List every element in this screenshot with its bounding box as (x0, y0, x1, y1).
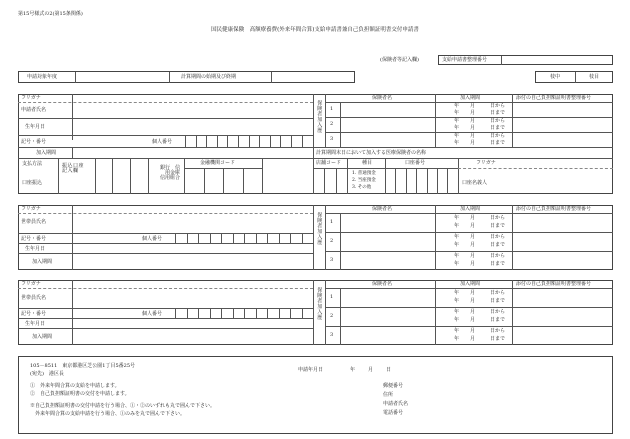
s1-r1-year-to: 年 (454, 110, 460, 116)
s1-insurance-history: 保険者加入歴 (316, 100, 323, 133)
s2-r1-to: 日まで (490, 223, 506, 229)
s1-row-2: 2 (330, 121, 334, 127)
s3-r1-month-to: 月 (470, 298, 476, 304)
s3-symbol-number: 記号・番号 (21, 311, 47, 317)
s3-row-3: 3 (330, 332, 334, 338)
s1-row-1: 1 (330, 106, 334, 112)
s3-r1-year-to: 年 (454, 298, 460, 304)
s1-branch-code: 店舗コード (316, 160, 342, 166)
footer-postal-code: 郵便番号 (383, 383, 404, 389)
s2-r3-month-to: 月 (470, 261, 476, 267)
s1-birth-date: 生年月日 (25, 124, 46, 130)
s3-furigana: フリガナ (21, 281, 41, 287)
s2-enrollment-header: 加入期間 (460, 206, 481, 212)
s2-individual-number: 個人番号 (142, 236, 163, 242)
s3-individual-number-cells[interactable] (175, 308, 313, 318)
s3-row-1: 1 (330, 294, 334, 300)
footer-day: 日 (386, 367, 392, 373)
management-number-box[interactable] (438, 55, 613, 65)
s1-r1-year-from: 年 (454, 103, 460, 109)
s1-account-holder: 口座名義人 (462, 180, 488, 186)
management-number-label: 支給申請書整理番号 (442, 57, 488, 63)
s1-r1-month-to: 月 (470, 110, 476, 116)
footer-year: 年 (350, 367, 356, 373)
s3-certificate-header: 添付の自己負担額証明書整理番号 (516, 281, 592, 287)
s1-r3-year-to: 年 (454, 140, 460, 146)
s1-transfer-type: 口座振込 (22, 180, 43, 186)
s1-r2-year-from: 年 (454, 118, 460, 124)
s2-r2-month-to: 月 (470, 242, 476, 248)
footer-note2: ② 自己負担額証明書の交付を申請します。 (30, 391, 130, 397)
s1-applicant-name: 申請者氏名 (21, 107, 47, 113)
s3-insurance-history: 保険者加入歴 (316, 287, 323, 320)
footer-month: 月 (368, 367, 374, 373)
s1-bank-label: 銀行 信用金庫 信用組合 (160, 165, 186, 181)
s1-account-type: 種目 (362, 160, 373, 166)
s2-enrollment-period: 加入期間 (32, 259, 53, 265)
s3-r1-year-from: 年 (454, 290, 460, 296)
period-label: 計算期間の始期及び終期 (181, 74, 237, 80)
s1-enrollment-header: 加入期間 (460, 95, 481, 101)
s1-r3-to: 日まで (490, 140, 506, 146)
s3-r1-from: 日から (490, 290, 506, 296)
s1-account-type-3: 3. その他 (352, 185, 372, 190)
s3-r2-to: 日まで (490, 317, 506, 323)
s3-member-name: 世帯員氏名 (21, 295, 47, 301)
s2-r1-from: 日から (490, 215, 506, 221)
s3-r3-month-to: 月 (470, 336, 476, 342)
s2-member-name: 世帯員氏名 (21, 219, 47, 225)
s1-furigana: フリガナ (21, 95, 41, 101)
insurer-entry-label: (保険者等記入欄) (380, 57, 419, 63)
s2-r1-month-from: 月 (470, 215, 476, 221)
s1-r2-year-to: 年 (454, 125, 460, 131)
s1-transfer-label: 振込口座記入欄 (62, 163, 85, 175)
s1-r3-month-from: 月 (470, 133, 476, 139)
s1-account-type-1: 1. 普通預金 (352, 171, 376, 176)
footer-applicant-name: 申請者氏名 (383, 401, 409, 407)
branch-b: 枝目 (589, 74, 600, 80)
s1-r2-to: 日まで (490, 125, 506, 131)
s3-enrollment-period: 加入期間 (32, 334, 53, 340)
footer-address: 住所 (383, 392, 394, 398)
s2-r1-month-to: 月 (470, 223, 476, 229)
s1-insurer-name: 保険者名 (372, 95, 393, 101)
s3-r2-month-to: 月 (470, 317, 476, 323)
footer-note1: ① 外来年間合算の支給を申請します。 (30, 383, 120, 389)
footer-note3: ※自己負担額証明書の交付申請を行う場合、①・②のいずれも丸で囲んで下さい。 (30, 403, 216, 409)
s3-r1-month-from: 月 (470, 290, 476, 296)
s1-r1-month-from: 月 (470, 103, 476, 109)
s2-r1-year-from: 年 (454, 215, 460, 221)
s1-period-end-insurer: 計算期間末日において加入する医療保険者の名称 (316, 150, 427, 156)
s2-row-1: 1 (330, 219, 334, 225)
s3-r2-year-from: 年 (454, 309, 460, 315)
s1-certificate-header: 添付の自己負担額証明書整理番号 (516, 95, 592, 101)
branch-a: 枝中 (550, 74, 561, 80)
s3-r1-to: 日まで (490, 298, 506, 304)
s2-individual-number-cells[interactable] (175, 233, 313, 243)
s2-r2-month-from: 月 (470, 234, 476, 240)
s2-insurer-name: 保険者名 (372, 206, 393, 212)
s1-r1-from: 日から (490, 103, 506, 109)
s2-row-2: 2 (330, 238, 334, 244)
footer-note4: 外来年間合算の支給申請を行う場合、①のみを丸で囲んで下さい。 (30, 411, 186, 417)
s1-r2-month-from: 月 (470, 118, 476, 124)
s3-individual-number: 個人番号 (142, 311, 163, 317)
s1-account-number: 口座番号 (405, 160, 426, 166)
s1-furigana2: フリガナ (476, 160, 496, 166)
s2-r3-from: 日から (490, 253, 506, 259)
s3-insurer-name: 保険者名 (372, 281, 393, 287)
s2-r3-month-from: 月 (470, 253, 476, 259)
s1-r2-from: 日から (490, 118, 506, 124)
s2-r2-year-to: 年 (454, 242, 460, 248)
s2-symbol-number: 記号・番号 (21, 236, 47, 242)
s1-account-type-2: 2. 当座預金 (352, 178, 376, 183)
s3-r3-year-to: 年 (454, 336, 460, 342)
s2-certificate-header: 添付の自己負担額証明書整理番号 (516, 206, 592, 212)
s1-r3-year-from: 年 (454, 133, 460, 139)
s1-bank-code-cells[interactable] (184, 168, 262, 194)
form-number: 第15号様式の2(第15条関係) (18, 11, 83, 17)
s1-r2-month-to: 月 (470, 125, 476, 131)
s2-r3-to: 日まで (490, 261, 506, 267)
s3-birth-date: 生年月日 (25, 321, 46, 327)
s1-r1-to: 日まで (490, 110, 506, 116)
footer-addressee: (宛先) 港区長 (30, 371, 64, 377)
s1-enrollment-period: 加入期間 (36, 150, 57, 156)
s1-branch-code-cells[interactable] (313, 168, 347, 194)
s1-payment-method: 支払方法 (22, 161, 43, 167)
s3-r2-month-from: 月 (470, 309, 476, 315)
target-year-row (18, 71, 355, 83)
s2-r2-to: 日まで (490, 242, 506, 248)
s2-r2-year-from: 年 (454, 234, 460, 240)
s2-r3-year-from: 年 (454, 253, 460, 259)
s3-r2-year-to: 年 (454, 317, 460, 323)
s3-row-2: 2 (330, 313, 334, 319)
target-year-label: 申請対象年度 (27, 74, 58, 80)
s1-individual-number: 個人番号 (152, 139, 173, 145)
s2-furigana: フリガナ (21, 206, 41, 212)
s1-individual-number-cells[interactable] (185, 136, 313, 147)
s1-symbol-number: 記号・番号 (21, 139, 47, 145)
s2-row-3: 3 (330, 257, 334, 263)
form-title: 国民健康保険 高額療養費(外来年間合算)支給申請書兼自己負担額証明書交付申請書 (211, 27, 419, 33)
s3-r3-year-from: 年 (454, 328, 460, 334)
s3-enrollment-header: 加入期間 (460, 281, 481, 287)
s1-row-3: 3 (330, 136, 334, 142)
s2-r3-year-to: 年 (454, 261, 460, 267)
s3-r3-from: 日から (490, 328, 506, 334)
branch-box (535, 71, 613, 83)
s3-r3-month-from: 月 (470, 328, 476, 334)
s2-r1-year-to: 年 (454, 223, 460, 229)
s3-r2-from: 日から (490, 309, 506, 315)
s1-bank-code: 金融機関コード (200, 160, 236, 166)
s3-r3-to: 日まで (490, 336, 506, 342)
s2-insurance-history: 保険者加入歴 (316, 212, 323, 245)
footer-phone: 電話番号 (383, 410, 404, 416)
s1-r3-month-to: 月 (470, 140, 476, 146)
s2-r2-from: 日から (490, 234, 506, 240)
footer-postal: 105－8511 東京都港区芝公園1丁目5番25号 (30, 363, 135, 369)
s1-account-number-cells[interactable] (385, 168, 458, 194)
s2-birth-date: 生年月日 (25, 246, 46, 252)
footer-date-label: 申請年月日 (298, 367, 324, 373)
s1-r3-from: 日から (490, 133, 506, 139)
